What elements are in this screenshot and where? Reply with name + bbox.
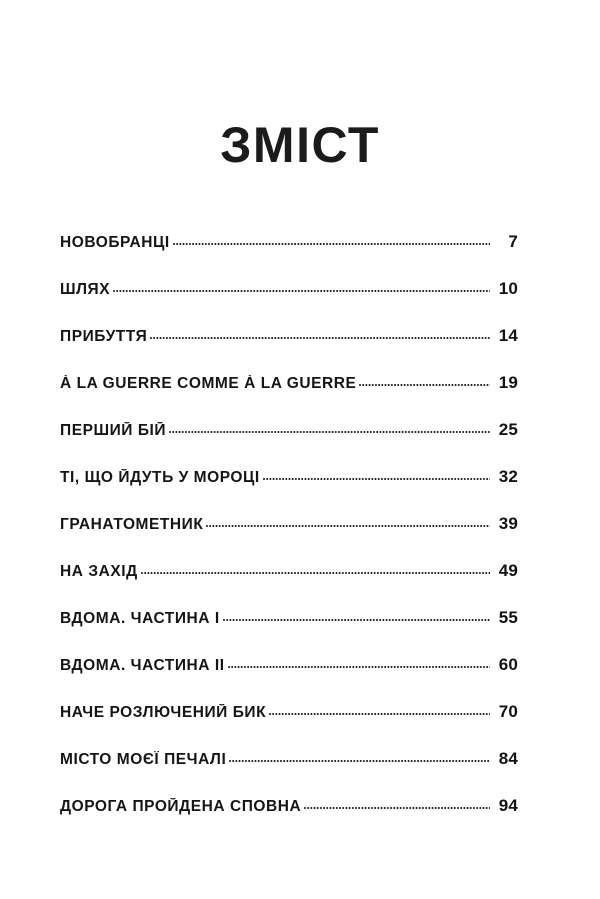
toc-entry[interactable] — [60, 513, 518, 560]
table-of-contents-list — [60, 231, 518, 842]
toc-entry-title: ПРИБУТТЯ — [60, 327, 148, 345]
toc-entry-page-number: 25 — [498, 419, 518, 439]
toc-dot-leader — [269, 701, 490, 717]
toc-entry-page-number: 49 — [498, 560, 518, 580]
toc-dot-leader — [173, 231, 490, 247]
toc-entry-title: ПЕРШИЙ БІЙ — [60, 421, 167, 439]
toc-entry[interactable] — [60, 325, 518, 372]
page-title: ЗМІСТ — [220, 116, 380, 173]
toc-dot-leader — [359, 372, 490, 388]
toc-dot-leader — [304, 795, 490, 811]
toc-entry[interactable] — [60, 419, 518, 466]
toc-entry[interactable] — [60, 607, 518, 654]
toc-entry[interactable] — [60, 654, 518, 701]
toc-dot-leader — [263, 466, 490, 482]
toc-entry-page-number: 55 — [498, 607, 518, 627]
toc-entry-title: ВДОМА. ЧАСТИНА I — [60, 609, 220, 627]
toc-entry-page-number: 19 — [498, 372, 518, 392]
toc-entry[interactable] — [60, 372, 518, 419]
toc-dot-leader — [206, 513, 490, 529]
toc-entry[interactable] — [60, 748, 518, 795]
toc-entry-page-number: 94 — [498, 795, 518, 815]
toc-entry-page-number: 10 — [498, 278, 518, 298]
toc-entry-title: ГРАНАТОМЕТНИК — [60, 515, 204, 533]
toc-entry[interactable] — [60, 278, 518, 325]
toc-dot-leader — [228, 654, 490, 670]
toc-entry-title: НОВОБРАНЦІ — [60, 233, 170, 251]
toc-dot-leader — [113, 278, 490, 294]
toc-dot-leader — [150, 325, 490, 341]
toc-entry-page-number: 84 — [498, 748, 518, 768]
toc-entry-title: À LA GUERRE COMME À LA GUERRE — [60, 374, 357, 392]
toc-dot-leader — [169, 419, 490, 435]
toc-entry[interactable] — [60, 466, 518, 513]
toc-entry-title: МІСТО МОЄЇ ПЕЧАЛІ — [60, 750, 227, 768]
toc-entry-page-number: 14 — [498, 325, 518, 345]
toc-dot-leader — [141, 560, 490, 576]
toc-entry-title: ВДОМА. ЧАСТИНА II — [60, 656, 225, 674]
toc-entry-page-number: 7 — [508, 231, 518, 251]
toc-entry-title: НА ЗАХІД — [60, 562, 138, 580]
toc-entry[interactable] — [60, 231, 518, 278]
toc-entry-title: НАЧЕ РОЗЛЮЧЕНИЙ БИК — [60, 703, 267, 721]
toc-entry-page-number: 60 — [498, 654, 518, 674]
toc-entry-page-number: 39 — [498, 513, 518, 533]
toc-dot-leader — [223, 607, 490, 623]
toc-entry-title: ТІ, ЩО ЙДУТЬ У МОРОЦІ — [60, 468, 260, 486]
toc-dot-leader — [229, 748, 490, 764]
toc-entry-page-number: 70 — [498, 701, 518, 721]
toc-entry[interactable] — [60, 560, 518, 607]
toc-entry-title: ШЛЯХ — [60, 280, 111, 298]
toc-entry[interactable] — [60, 701, 518, 748]
toc-entry-page-number: 32 — [498, 466, 518, 486]
toc-entry[interactable] — [60, 795, 518, 842]
toc-entry-title: ДОРОГА ПРОЙДЕНА СПОВНА — [60, 797, 302, 815]
